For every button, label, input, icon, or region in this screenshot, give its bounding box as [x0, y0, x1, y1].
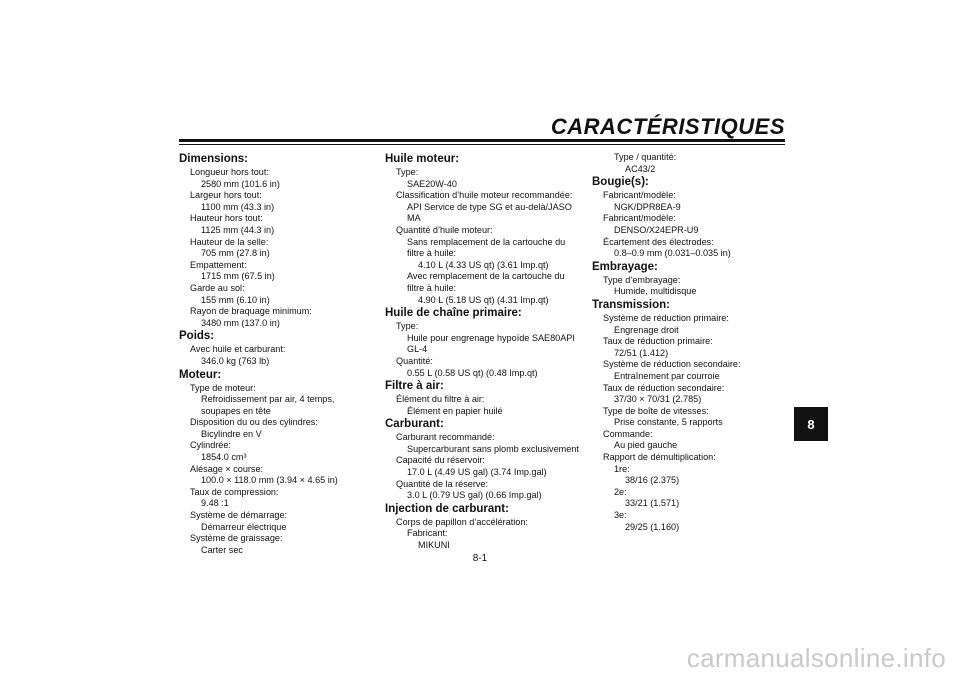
- spec-column-3: [592, 152, 782, 533]
- spec-label: Type d’embrayage:: [603, 274, 681, 285]
- spec-label: Empattement:: [190, 259, 247, 270]
- spec-value: Supercarburant sans plomb exclusivement: [407, 443, 579, 454]
- section-heading: Embrayage:: [592, 260, 658, 273]
- spec-value: Démarreur électrique: [201, 521, 287, 532]
- spec-label: Système de démarrage:: [190, 510, 288, 521]
- spec-label: Hauteur hors tout:: [190, 213, 263, 224]
- spec-label: Type:: [396, 321, 419, 332]
- spec-label: Écartement des électrodes:: [603, 236, 714, 247]
- spec-value: Carter sec: [201, 544, 243, 555]
- spec-label: Largeur hors tout:: [190, 190, 262, 201]
- section-heading: Filtre à air:: [385, 380, 444, 393]
- spec-label: Type de boîte de vitesses:: [603, 405, 709, 416]
- section-heading: Injection de carburant:: [385, 502, 509, 515]
- spec-value: API Service de type SG et au-delà/JASO: [407, 201, 572, 212]
- spec-value: 72/51 (1.412): [614, 347, 669, 358]
- spec-value: 1125 mm (44.3 in): [201, 224, 275, 235]
- spec-label: Taux de compression:: [190, 486, 279, 497]
- chapter-tab[interactable]: 8: [794, 407, 828, 441]
- spec-label: Rapport de démultiplication:: [603, 452, 716, 463]
- spec-label: Système de réduction secondaire:: [603, 359, 741, 370]
- spec-value: 0.8–0.9 mm (0.031–0.035 in): [614, 248, 731, 259]
- spec-value: Fabricant:: [407, 528, 448, 539]
- spec-label: Capacité du réservoir:: [396, 455, 485, 466]
- spec-value: Type / quantité:: [614, 152, 677, 162]
- section-heading: Huile de chaîne primaire:: [385, 307, 522, 320]
- spec-value: MIKUNI: [418, 540, 450, 551]
- spec-label: Alésage × course:: [190, 463, 264, 474]
- spec-value: Sans remplacement de la cartouche du: [407, 236, 566, 247]
- spec-value: 29/25 (1.160): [625, 521, 680, 532]
- spec-label: Système de graissage:: [190, 533, 283, 544]
- spec-label: Type de moteur:: [190, 382, 256, 393]
- spec-label: Classification d’huile moteur recommandée:: [396, 190, 573, 201]
- spec-value: Au pied gauche: [614, 440, 678, 451]
- spec-value: soupapes en tête: [201, 405, 271, 416]
- spec-value: filtre à huile:: [407, 248, 457, 259]
- spec-value: 2580 mm (101.6 in): [201, 178, 280, 189]
- spec-value: 33/21 (1.571): [625, 498, 680, 509]
- spec-value: 705 mm (27.8 in): [201, 248, 270, 259]
- spec-column-1: [179, 152, 379, 556]
- spec-value: Bicylindre en V: [201, 428, 262, 439]
- spec-label: Commande:: [603, 428, 653, 439]
- spec-label: Quantité d’huile moteur:: [396, 224, 493, 235]
- spec-value: 0.55 L (0.58 US qt) (0.48 Imp.qt): [407, 367, 538, 378]
- spec-value: 37/30 × 70/31 (2.785): [614, 394, 702, 405]
- spec-label: Système de réduction primaire:: [603, 312, 729, 323]
- section-heading: Dimensions:: [179, 153, 249, 165]
- spec-value: GL-4: [407, 344, 428, 355]
- spec-label: Fabricant/modèle:: [603, 213, 676, 224]
- spec-value: Refroidissement par air, 4 temps,: [201, 394, 335, 405]
- spec-value: 3e:: [614, 510, 627, 521]
- spec-value: MA: [407, 213, 421, 224]
- spec-label: Hauteur de la selle:: [190, 236, 269, 247]
- spec-value: Entraînement par courroie: [614, 370, 720, 381]
- spec-value: DENSO/X24EPR-U9: [614, 224, 699, 235]
- spec-value: AC43/2: [625, 163, 656, 174]
- section-heading: Poids:: [179, 330, 215, 343]
- spec-value: 9.48 :1: [201, 498, 229, 509]
- spec-label: Type:: [396, 167, 419, 177]
- page-number: 8-1: [472, 553, 488, 564]
- spec-value: 3480 mm (137.0 in): [201, 317, 280, 328]
- section-heading: Transmission:: [592, 298, 670, 311]
- spec-value: NGK/DPR8EA-9: [614, 201, 681, 212]
- spec-label: Avec huile et carburant:: [190, 344, 286, 355]
- spec-label: Quantité:: [396, 355, 433, 366]
- spec-value: Huile pour engrenage hypoïde SAE80API: [407, 332, 575, 343]
- watermark-text[interactable]: carmanualsonline.info: [686, 643, 946, 673]
- section-heading: Huile moteur:: [385, 153, 460, 165]
- spec-column-2: [385, 152, 600, 552]
- spec-value: 346.0 kg (763 lb): [201, 355, 270, 366]
- spec-label: Taux de réduction primaire:: [603, 336, 713, 347]
- spec-label: Rayon de braquage minimum:: [190, 306, 312, 317]
- spec-value: 1854.0 cm³: [201, 452, 247, 463]
- spec-value: Prise constante, 5 rapports: [614, 417, 723, 428]
- spec-value: Humide, multidisque: [614, 286, 697, 297]
- spec-value: 17.0 L (4.49 US gal) (3.74 Imp.gal): [407, 467, 547, 478]
- spec-value: Avec remplacement de la cartouche du: [407, 271, 565, 282]
- spec-value: 1100 mm (43.3 in): [201, 201, 275, 212]
- spec-value: 1715 mm (67.5 in): [201, 271, 275, 282]
- spec-value: 3.0 L (0.79 US gal) (0.66 Imp.gal): [407, 490, 542, 501]
- spec-value: filtre à huile:: [407, 282, 457, 293]
- title-rule-thin: [179, 144, 785, 145]
- spec-label: Taux de réduction secondaire:: [603, 382, 725, 393]
- page-title: CARACTÉRISTIQUES: [550, 114, 785, 139]
- section-heading: Moteur:: [179, 368, 222, 381]
- spec-label: Garde au sol:: [190, 282, 245, 293]
- spec-value: Engrenage droit: [614, 324, 679, 335]
- spec-value: 1re:: [614, 463, 630, 474]
- spec-label: Longueur hors tout:: [190, 167, 269, 177]
- section-heading: Carburant:: [385, 418, 444, 431]
- title-rule-thick: [179, 139, 785, 142]
- spec-value: SAE20W-40: [407, 178, 457, 189]
- spec-value: 155 mm (6.10 in): [201, 294, 270, 305]
- spec-value: 38/16 (2.375): [625, 475, 680, 486]
- spec-label: Corps de papillon d’accélération:: [396, 516, 528, 527]
- spec-value: 4.10 L (4.33 US qt) (3.61 Imp.qt): [418, 259, 549, 270]
- spec-label: Carburant recommandé:: [396, 432, 495, 443]
- spec-value: 2e:: [614, 486, 627, 497]
- spec-label: Élément du filtre à air:: [396, 394, 485, 405]
- spec-value: 100.0 × 118.0 mm (3.94 × 4.65 in): [201, 475, 338, 486]
- spec-label: Disposition du ou des cylindres:: [190, 417, 318, 428]
- spec-label: Quantité de la réserve:: [396, 478, 488, 489]
- spec-label: Fabricant/modèle:: [603, 190, 676, 201]
- spec-value: Élément en papier huilé: [407, 405, 503, 416]
- section-heading: Bougie(s):: [592, 176, 649, 189]
- spec-value: 4.90 L (5.18 US qt) (4.31 Imp.qt): [418, 294, 549, 305]
- spec-label: Cylindrée:: [190, 440, 231, 451]
